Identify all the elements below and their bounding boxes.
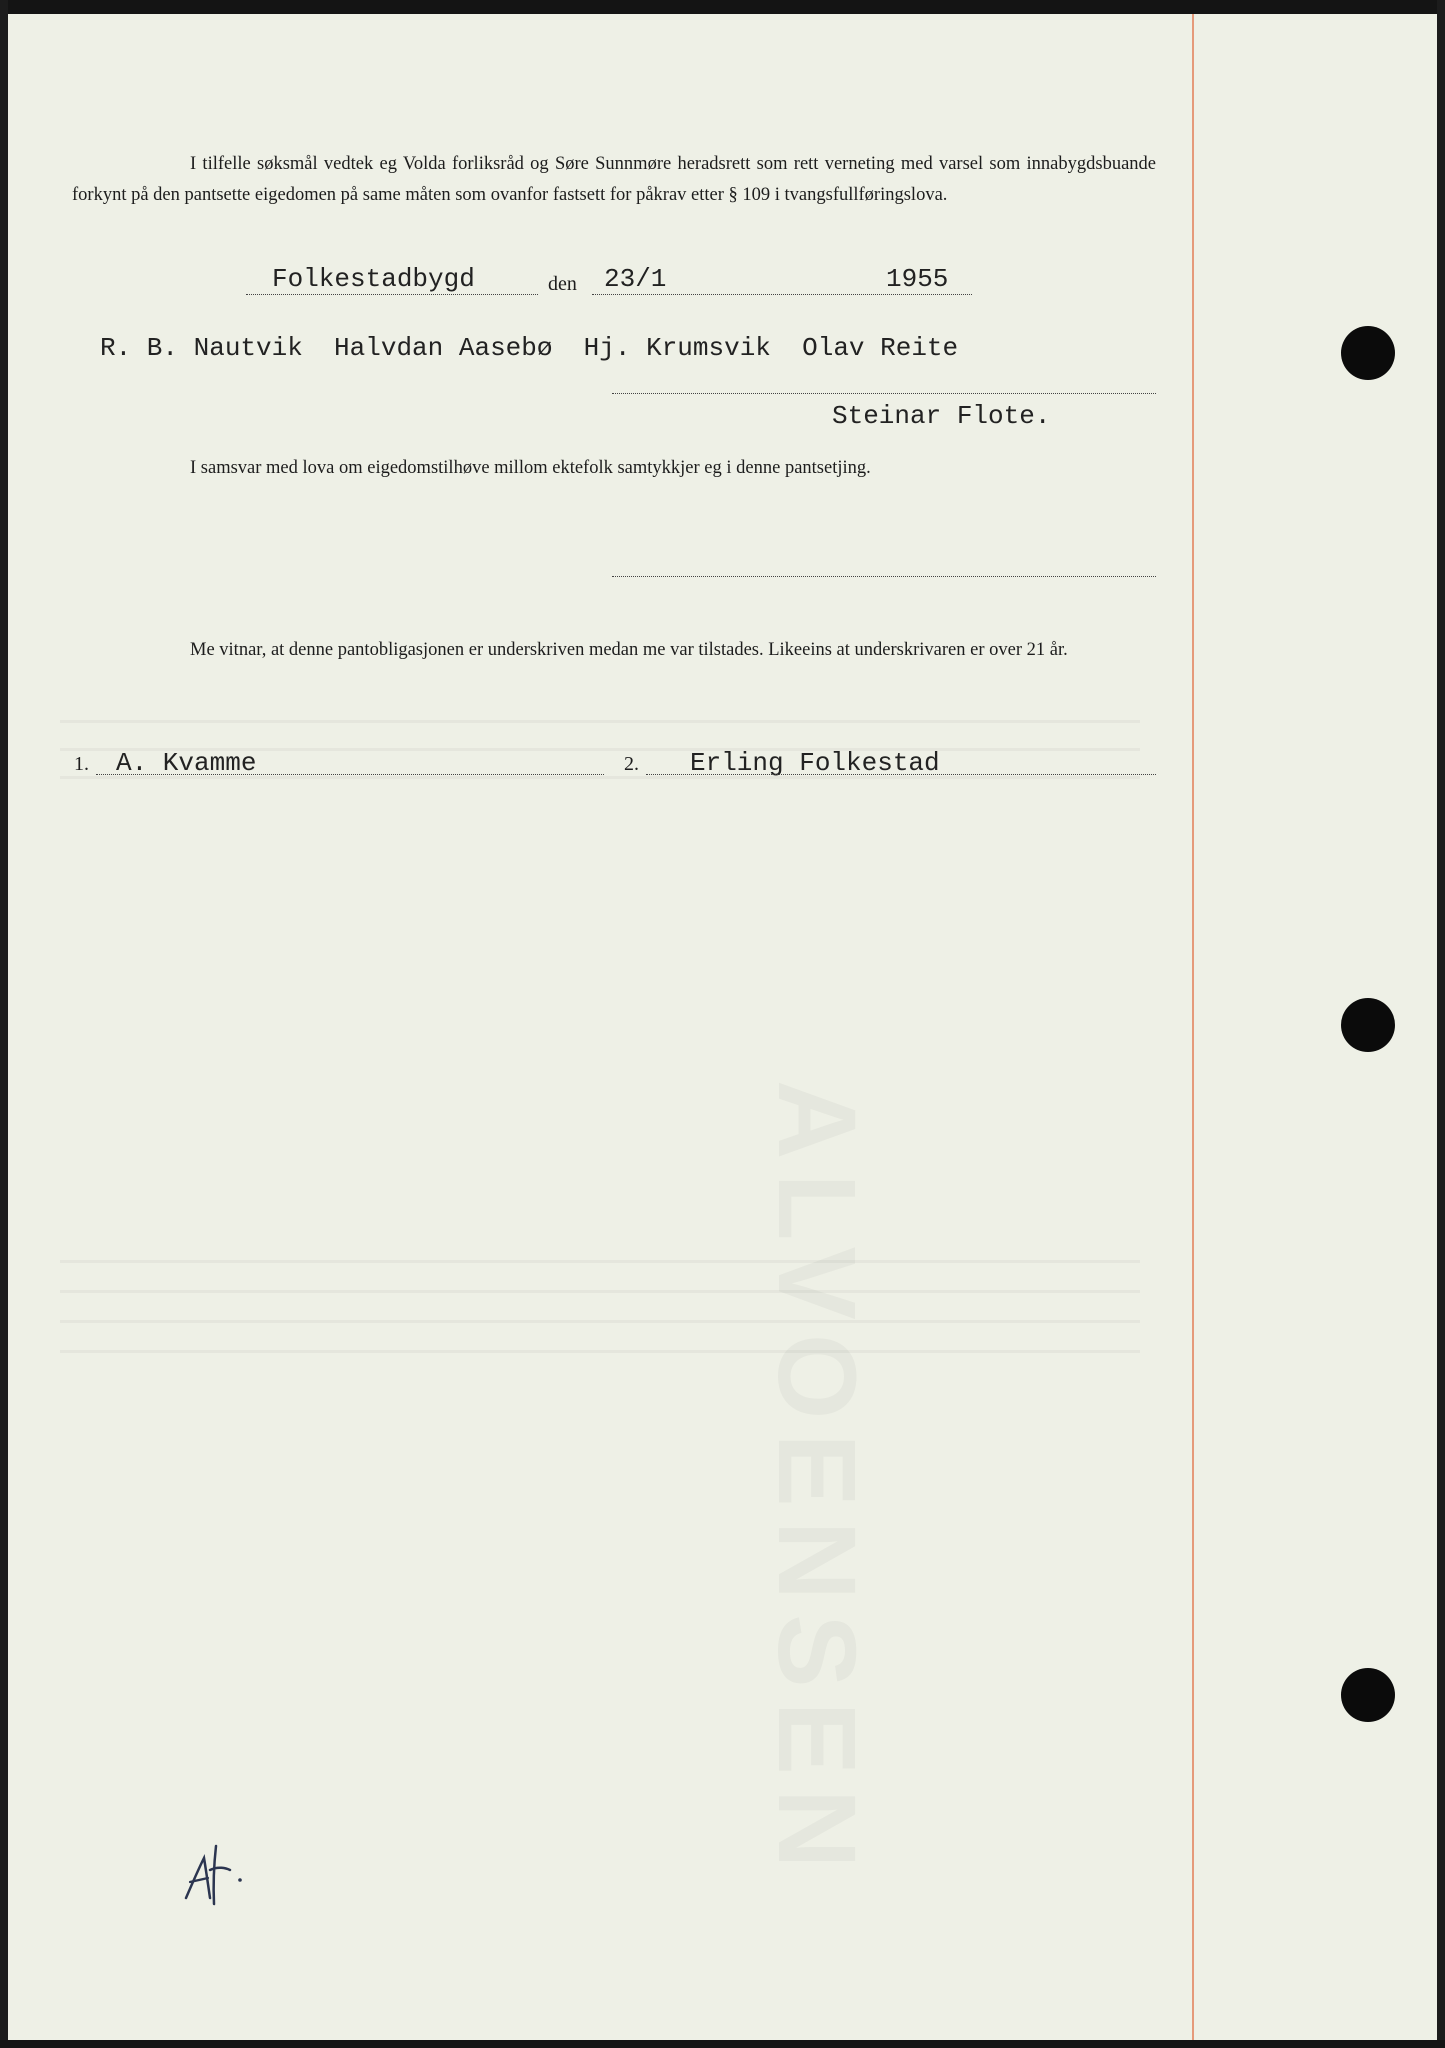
jurisdiction-clause: I tilfelle søksmål vedtek eg Volda forliksråd og Søre Sunnmøre heradsrett som rett verneting med varsel som innabygdsbuande forkynt på den pantsette eigedomen på same måten som ovanfor fastsett for påkrav etter § 109 i tvangsfullføringslova. bbox=[72, 154, 1156, 205]
spouse-consent-clause: I samsvar med lova om eigedomstilhøve millom ektefolk samtykkjer eg i denne pantsetjing. bbox=[190, 458, 871, 478]
bleed-through-line bbox=[60, 1350, 1140, 1353]
scan-border-bottom bbox=[0, 2040, 1445, 2048]
witness-name: Erling Folkestad bbox=[690, 748, 940, 778]
signature-dotted-line bbox=[612, 393, 1156, 394]
signing-date: 23/1 bbox=[604, 264, 667, 294]
place-dotted-line bbox=[246, 294, 538, 295]
extra-signatory: Steinar Flote. bbox=[832, 401, 1051, 431]
witness-number: 1. bbox=[74, 753, 89, 775]
place-of-signing: Folkestadbygd bbox=[272, 264, 475, 294]
witness-number: 2. bbox=[624, 753, 639, 775]
bleed-through-watermark: ALVOENSEN bbox=[755, 1080, 878, 1883]
witness-name: A. Kvamme bbox=[116, 748, 257, 778]
punch-hole-icon bbox=[1341, 998, 1395, 1052]
signing-year: 1955 bbox=[886, 264, 949, 294]
bleed-through-line bbox=[60, 1260, 1140, 1263]
signatories-line: R. B. Nautvik Halvdan Aasebø Hj. Krumsvik Olav Reite bbox=[100, 333, 959, 363]
scan-border-right bbox=[1437, 0, 1445, 2048]
witness-dotted-line bbox=[646, 774, 1156, 775]
scan-border-left bbox=[0, 0, 8, 2048]
bleed-through-line bbox=[60, 1320, 1140, 1323]
handwritten-initials bbox=[180, 1840, 250, 1910]
scan-border-top bbox=[0, 0, 1445, 14]
bleed-through-line bbox=[60, 1290, 1140, 1293]
witness-clause: Me vitnar, at denne pantobligasjonen er underskriven medan me var tilstades. Likeeins at underskrivaren er over 21 år. bbox=[190, 640, 1068, 660]
den-label: den bbox=[548, 273, 577, 295]
date-dotted-line bbox=[592, 294, 972, 295]
punch-hole-icon bbox=[1341, 1668, 1395, 1722]
bleed-through-line bbox=[60, 720, 1140, 723]
margin-rule bbox=[1192, 14, 1194, 2040]
witness-dotted-line bbox=[96, 774, 604, 775]
punch-hole-icon bbox=[1341, 326, 1395, 380]
spouse-signature-dotted-line bbox=[612, 576, 1156, 577]
